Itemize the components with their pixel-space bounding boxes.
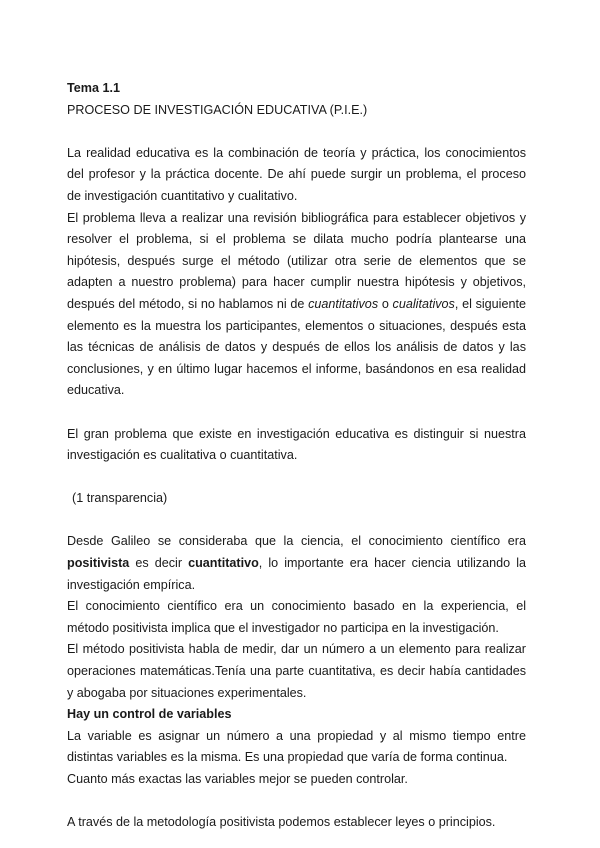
document-page [67,78,526,834]
paragraph-2-text-b: o [378,296,393,311]
document-heading: Tema 1.1 [67,81,120,95]
paragraph-5-text-c: , lo importante era hacer ciencia utilizando la investigación empírica. [67,556,526,592]
paragraph-7: El método positivista habla de medir, dar un número a un elemento para realizar operaciones matemáticas.Tenía una parte cuantitativa, es decir había cantidades y abogaba por situaciones experimentales. [67,642,526,700]
paragraph-5-text-b: es decir [129,556,189,571]
paragraph-5-text-a: Desde Galileo se consideraba que la ciencia, el conocimiento científico era [67,534,526,549]
document-subtitle: PROCESO DE INVESTIGACIÓN EDUCATIVA (P.I.E.) [67,102,368,117]
paragraph-3: El gran problema que existe en investigación educativa es distinguir si nuestra investigación es cualitativa o cuantitativa. [67,426,526,463]
paragraph-2-text-c: , el siguiente elemento es la muestra los participantes, elementos o situaciones, después esta las técnicas de análisis de datos y después de ellos los análisis de datos y las conclusiones, y en último lugar hacemos el informe, basándonos en esa realidad educativa. [67,296,526,398]
transparency-note: (1 transparencia) [72,491,168,506]
spacer [67,121,526,143]
paragraph-6: El conocimiento científico era un conocimiento basado en la experiencia, el método positivista implica que el investigador no participa en la investigación. [67,599,526,635]
section-heading-variables: Hay un control de variables [67,707,232,722]
bold-cuantitativo: cuantitativo [188,556,259,571]
spacer [67,402,526,424]
italic-cualitativos: cualitativos [392,296,455,311]
paragraph-2 [67,208,526,402]
paragraph-2-text-a: El problema lleva a realizar una revisión bibliográfica para establecer objetivos y resolver el problema, si el problema se dilata mucho podría plantearse una hipótesis, después surge el método (utilizar otra serie de elementos que se adapten a nuestro problema) para hacer cumplir nuestra hipótesis y objetivos, después del método, si no hablamos ni de [67,210,526,311]
paragraph-8: La variable es asignar un número a una propiedad y al mismo tiempo entre distintas variables es la misma. Es una propiedad que varía de forma continua. [67,728,526,765]
spacer [67,791,526,813]
italic-cuantitativos: cuantitativos [308,296,379,311]
paragraph-9: Cuanto más exactas las variables mejor se pueden controlar. [67,772,408,786]
spacer [67,510,526,532]
spacer [67,467,526,489]
paragraph-1: La realidad educativa es la combinación de teoría y práctica, los conocimientos del profesor y la práctica docente. De ahí puede surgir un problema, el proceso de investigación cuantitativo y cualitativo. [67,145,526,203]
paragraph-5 [67,531,526,596]
paragraph-10: A través de la metodología positivista podemos establecer leyes o principios. [67,815,496,830]
bold-positivista: positivista [67,556,130,571]
